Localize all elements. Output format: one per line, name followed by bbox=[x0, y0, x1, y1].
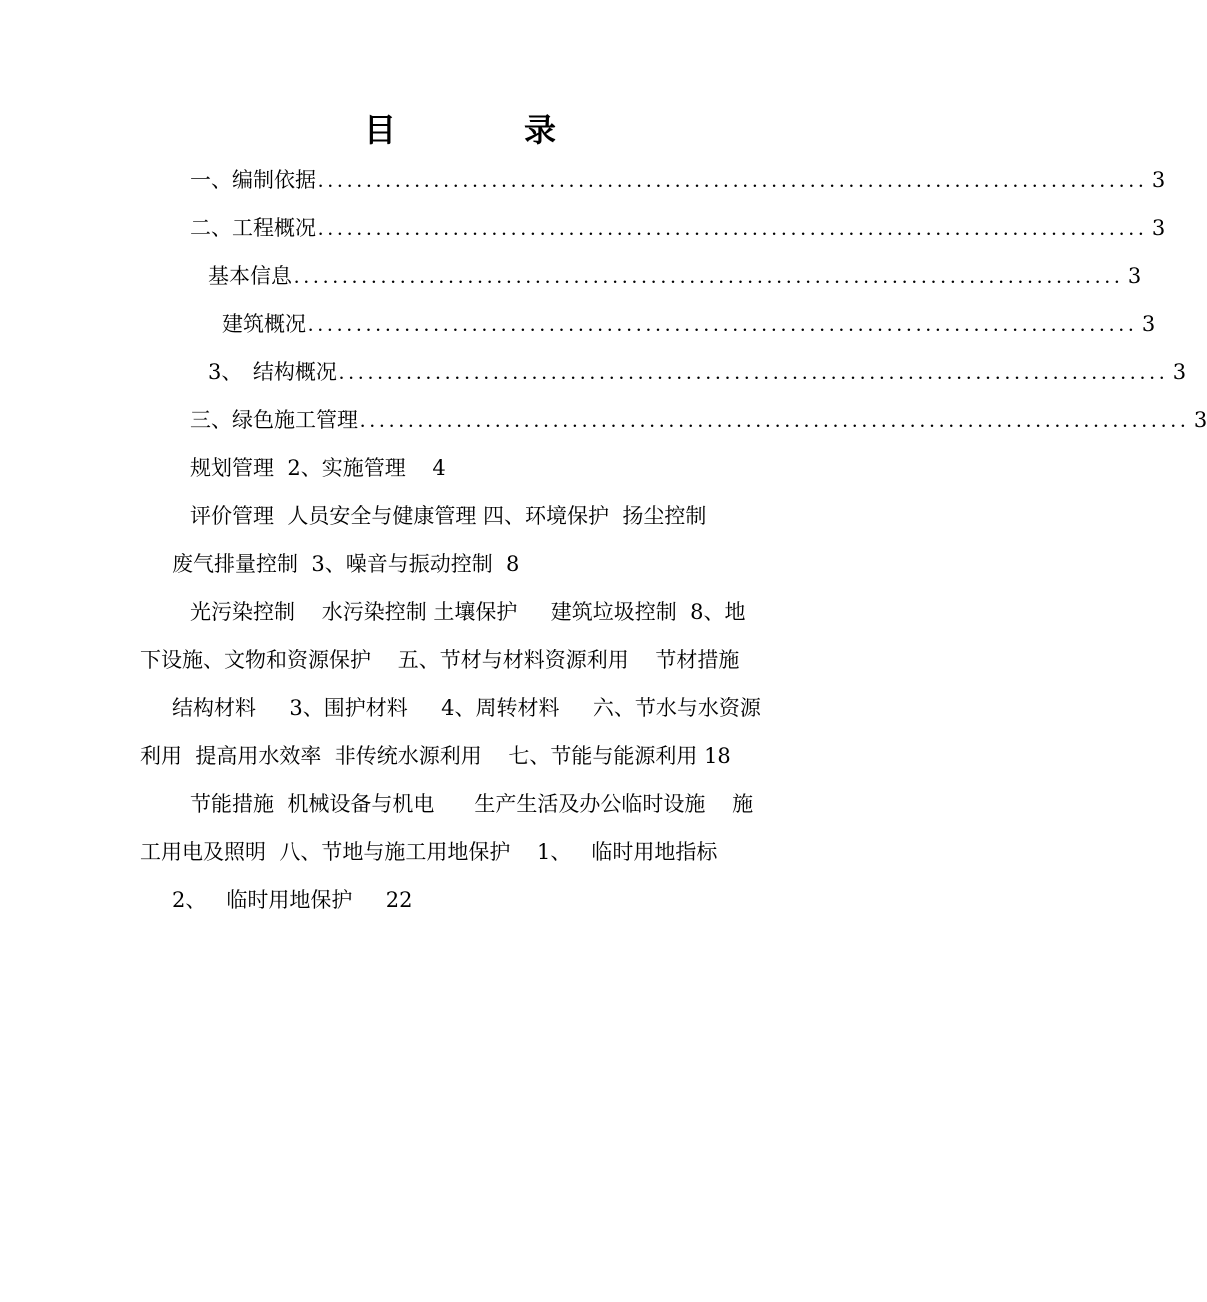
paragraph-line: 规划管理 2、实施管理 4 bbox=[190, 456, 446, 480]
toc-entry-page: 3 bbox=[1193, 408, 1207, 432]
toc-dot-leader: ...................................................................................... bbox=[318, 216, 1148, 240]
toc-entry-page: 3 bbox=[1141, 312, 1156, 336]
toc-entry-page: 3 bbox=[1151, 216, 1166, 240]
toc-entry-label: 三、绿色施工管理 bbox=[190, 408, 358, 432]
toc-entry[interactable] bbox=[208, 357, 1187, 387]
toc-dot-leader: ...................................................................................... bbox=[294, 264, 1124, 288]
toc-dot-leader: ...................................................................................... bbox=[318, 168, 1148, 192]
toc-entry[interactable] bbox=[208, 261, 1142, 291]
toc-entry[interactable] bbox=[222, 309, 1156, 339]
toc-entry-page: 3 bbox=[1172, 360, 1187, 384]
toc-entry-label: 一、编制依据 bbox=[190, 168, 316, 192]
toc-entry-label: 3、 结构概况 bbox=[208, 360, 337, 384]
paragraph-line: 2、 临时用地保护 22 bbox=[172, 888, 413, 912]
paragraph-line: 节能措施 机械设备与机电 生产生活及办公临时设施 施 bbox=[190, 792, 754, 816]
paragraph-line: 利用 提高用水效率 非传统水源利用 七、节能与能源利用 18 bbox=[140, 744, 731, 768]
toc-entry-label: 建筑概况 bbox=[222, 312, 306, 336]
toc-entry[interactable] bbox=[190, 405, 1207, 435]
toc-entry[interactable] bbox=[190, 213, 1166, 243]
paragraph-line: 评价管理 人员安全与健康管理 四、环境保护 扬尘控制 bbox=[190, 504, 707, 528]
toc-entry-page: 3 bbox=[1151, 168, 1166, 192]
toc-dot-leader: ...................................................................................... bbox=[338, 360, 1169, 384]
paragraph-line: 工用电及照明 八、节地与施工用地保护 1、 临时用地指标 bbox=[140, 840, 718, 864]
paragraph-line: 光污染控制 水污染控制 土壤保护 建筑垃圾控制 8、地 bbox=[190, 600, 746, 624]
toc-entry-label: 二、工程概况 bbox=[190, 216, 316, 240]
paragraph-line: 废气排量控制 3、噪音与振动控制 8 bbox=[172, 552, 520, 576]
toc-dot-leader: ...................................................................................... bbox=[360, 408, 1190, 432]
toc-entry[interactable] bbox=[190, 165, 1166, 195]
toc-entry-label: 基本信息 bbox=[208, 264, 292, 288]
toc-entry-page: 3 bbox=[1127, 264, 1142, 288]
toc-title: 目 录 bbox=[363, 111, 604, 149]
toc-dot-leader: ...................................................................................... bbox=[308, 312, 1138, 336]
paragraph-line: 下设施、文物和资源保护 五、节材与材料资源利用 节材措施 bbox=[140, 648, 740, 672]
paragraph-line: 结构材料 3、围护材料 4、周转材料 六、节水与水资源 bbox=[172, 696, 761, 720]
